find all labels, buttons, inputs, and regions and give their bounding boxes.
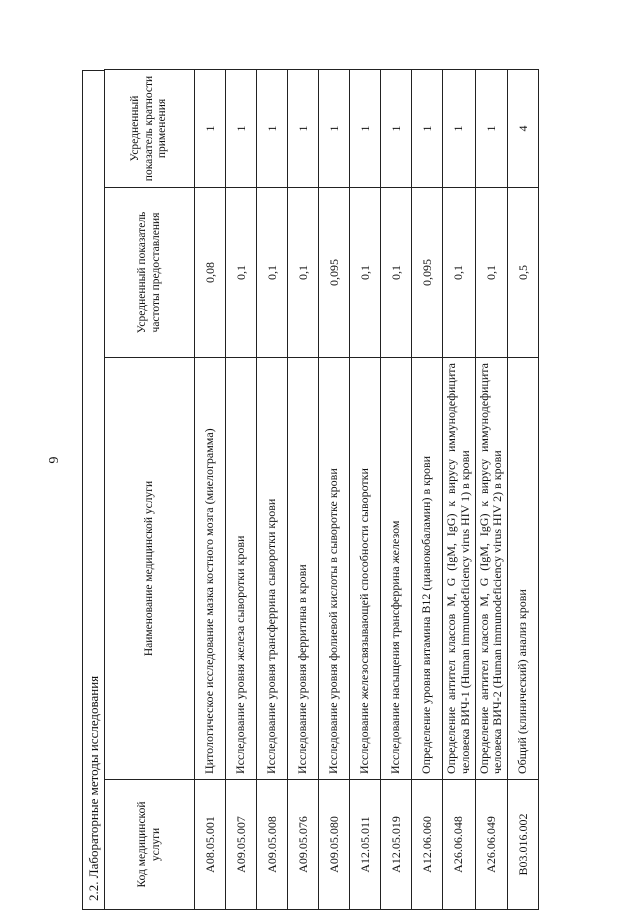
header-name: Наименование медицинской услуги [105,358,195,780]
table-row [381,70,412,910]
row-frequency: 0,08 [195,188,226,358]
header-multiplicity: Усредненный показатель кратности применения [105,70,195,188]
table-row [475,70,508,910]
row-code: A12.06.060 [412,780,443,910]
row-code: A26.06.049 [475,780,508,910]
row-name: Цитологическое исследование мазка костного мозга (миелограмма) [195,358,226,780]
row-name: Исследование уровня трансферрина сыворотки крови [257,358,288,780]
row-frequency: 0,095 [319,188,350,358]
row-code: A09.05.076 [288,780,319,910]
row-frequency: 0,1 [381,188,412,358]
row-multiplicity: 1 [319,70,350,188]
row-frequency: 0,5 [508,188,539,358]
row-multiplicity: 1 [257,70,288,188]
row-frequency: 0,1 [257,188,288,358]
row-code: A09.05.008 [257,780,288,910]
row-name: Исследование уровня железа сыворотки крови [226,358,257,780]
table-row [288,70,319,910]
row-code: A08.05.001 [195,780,226,910]
row-name: Определение уровня витамина B12 (цианокобаламин) в крови [412,358,443,780]
row-name: Исследование насыщения трансферрина железом [381,358,412,780]
table-row [226,70,257,910]
row-multiplicity: 1 [195,70,226,188]
table-row [443,70,476,910]
header-frequency: Усредненный показатель частоты предоставления [105,188,195,358]
page-number: 6 [45,456,60,464]
row-name: Определение антител классов M, G (IgM, IgG) к вирусу иммунодефицита человека ВИЧ-1 (Human immunodeficiency virus HIV 1) в крови [443,358,476,780]
header-code: Код медицинской услуги [105,780,195,910]
section-title: 2.2. Лабораторные методы исследования [82,70,104,910]
row-code: A09.05.080 [319,780,350,910]
services-table [104,69,539,910]
table-row [257,70,288,910]
row-name: Исследование уровня ферритина в крови [288,358,319,780]
row-code: A12.05.019 [381,780,412,910]
row-multiplicity: 1 [350,70,381,188]
row-name: Определение антител классов M, G (IgM, IgG) к вирусу иммунодефицита человека ВИЧ-2 (Human immunodeficiency virus HIV 2) в крови [475,358,508,780]
row-name: Исследование железосвязывающей способности сыворотки [350,358,381,780]
table-row [350,70,381,910]
row-code: A26.06.048 [443,780,476,910]
row-name: Исследование уровня фолиевой кислоты в сыворотке крови [319,358,350,780]
row-multiplicity: 1 [443,70,476,188]
row-multiplicity: 1 [288,70,319,188]
row-multiplicity: 1 [412,70,443,188]
row-multiplicity: 1 [475,70,508,188]
table-row [195,70,226,910]
row-frequency: 0,1 [443,188,476,358]
row-multiplicity: 4 [508,70,539,188]
row-frequency: 0,1 [288,188,319,358]
row-code: A12.05.011 [350,780,381,910]
table-row [508,70,539,910]
table-header-row [105,70,195,910]
document-sheet [82,70,557,910]
row-frequency: 0,1 [226,188,257,358]
row-frequency: 0,1 [475,188,508,358]
row-multiplicity: 1 [226,70,257,188]
table-row [412,70,443,910]
row-multiplicity: 1 [381,70,412,188]
row-name: Общий (клинический) анализ крови [508,358,539,780]
row-code: A09.05.007 [226,780,257,910]
row-frequency: 0,1 [350,188,381,358]
table-row [319,70,350,910]
row-frequency: 0,095 [412,188,443,358]
row-code: B03.016.002 [508,780,539,910]
rotated-table-container [82,70,557,910]
